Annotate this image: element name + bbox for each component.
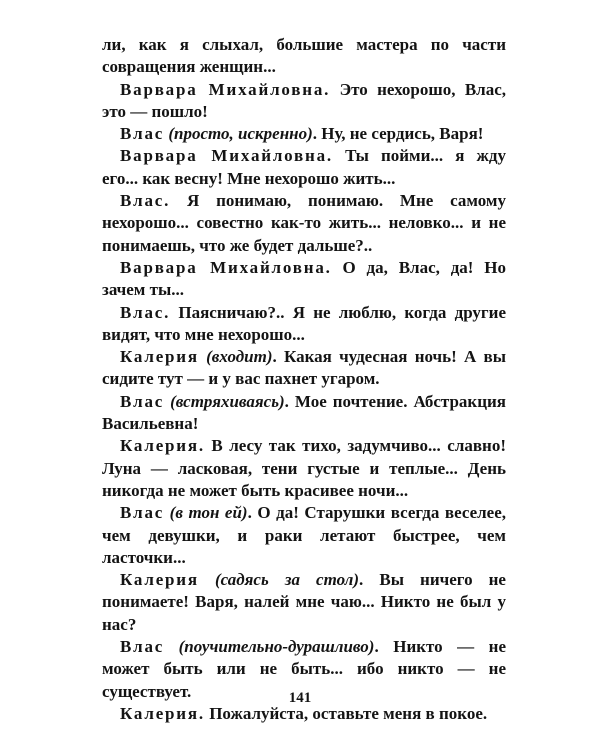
dialogue-text: О да, Влас, да! Но зачем ты...	[102, 257, 506, 300]
play-paragraph	[102, 190, 506, 257]
dialogue-text: . Мое почтение. Абстракция Васильевна!	[102, 391, 506, 434]
page-number: 141	[288, 690, 312, 706]
stage-direction: (в тон ей)	[169, 503, 248, 523]
speaker-name: Влас	[120, 637, 165, 657]
dialogue-text: Паясничаю?.. Я не люблю, когда другие видят, что мне нехорошо...	[102, 302, 506, 344]
speaker-name: Калерия.	[120, 436, 205, 456]
dialogue-text: . Вы ничего не понимаете! Варя, налей мне чаю... Никто не был у нас?	[102, 570, 506, 634]
dialogue-text: Пожалуйста, оставьте меня в покое.	[204, 703, 488, 723]
play-paragraph	[102, 435, 506, 502]
play-paragraph	[102, 569, 506, 636]
stage-direction: (входит)	[206, 347, 273, 367]
stage-direction: (садясь за стол)	[214, 570, 360, 590]
play-paragraph	[102, 346, 506, 391]
play-paragraph	[102, 257, 506, 302]
play-paragraph	[102, 391, 506, 436]
dialogue-text	[164, 637, 179, 656]
speaker-name: Калерия	[120, 570, 199, 590]
play-paragraph	[102, 79, 506, 124]
speaker-name: Влас	[120, 503, 165, 523]
dialogue-text	[199, 570, 215, 589]
dialogue-text: . Никто — не может быть или не быть... ибо никто — не существует.	[102, 637, 507, 701]
stage-direction: (встряхиваясь)	[170, 391, 285, 411]
speaker-name: Варвара Михайловна.	[120, 257, 332, 277]
dialogue-text: Это нехорошо, Влас, это — пошло!	[102, 79, 506, 121]
speaker-name: Калерия.	[120, 703, 205, 723]
stage-direction: (просто, искренно)	[168, 124, 313, 144]
speaker-name: Влас	[120, 124, 165, 144]
dialogue-text: Ты пойми... я жду его... как весну! Мне нехорошо жить...	[102, 146, 506, 188]
speaker-name: Калерия	[120, 347, 199, 367]
play-paragraph	[102, 123, 506, 145]
speaker-name: Влас.	[120, 302, 171, 322]
dialogue-text: В лесу так тихо, задумчиво... славно! Луна — ласковая, тени густые и теплые... День никогда не может быть красивее ночи...	[102, 436, 506, 500]
play-paragraph	[102, 34, 506, 79]
play-paragraph	[102, 302, 506, 347]
speaker-name: Варвара Михайловна.	[120, 146, 333, 166]
dialogue-text: . О да! Старушки всегда веселее, чем девушки, и раки летают быстрее, чем ласточки...	[102, 503, 507, 567]
dialogue-text: . Ну, не сердись, Варя!	[312, 124, 484, 144]
play-paragraph	[102, 502, 506, 569]
stage-direction: (поучительно-дурашливо)	[178, 637, 375, 657]
speaker-name: Варвара Михайловна.	[120, 79, 331, 99]
dialogue-text: Я понимаю, понимаю. Мне самому нехорошо... совестно как-то жить... неловко... и не понимаешь, что же будет дальше?..	[102, 191, 506, 255]
dialogue-text: ли, как я слыхал, большие мастера по части совращения женщин...	[102, 35, 506, 77]
speaker-name: Влас	[120, 391, 165, 411]
dialogue-text: . Какая чудесная ночь! А вы сидите тут — и у вас пахнет угаром.	[102, 347, 506, 389]
page-text-block	[102, 34, 506, 725]
play-paragraph	[102, 145, 506, 190]
speaker-name: Влас.	[120, 191, 171, 211]
